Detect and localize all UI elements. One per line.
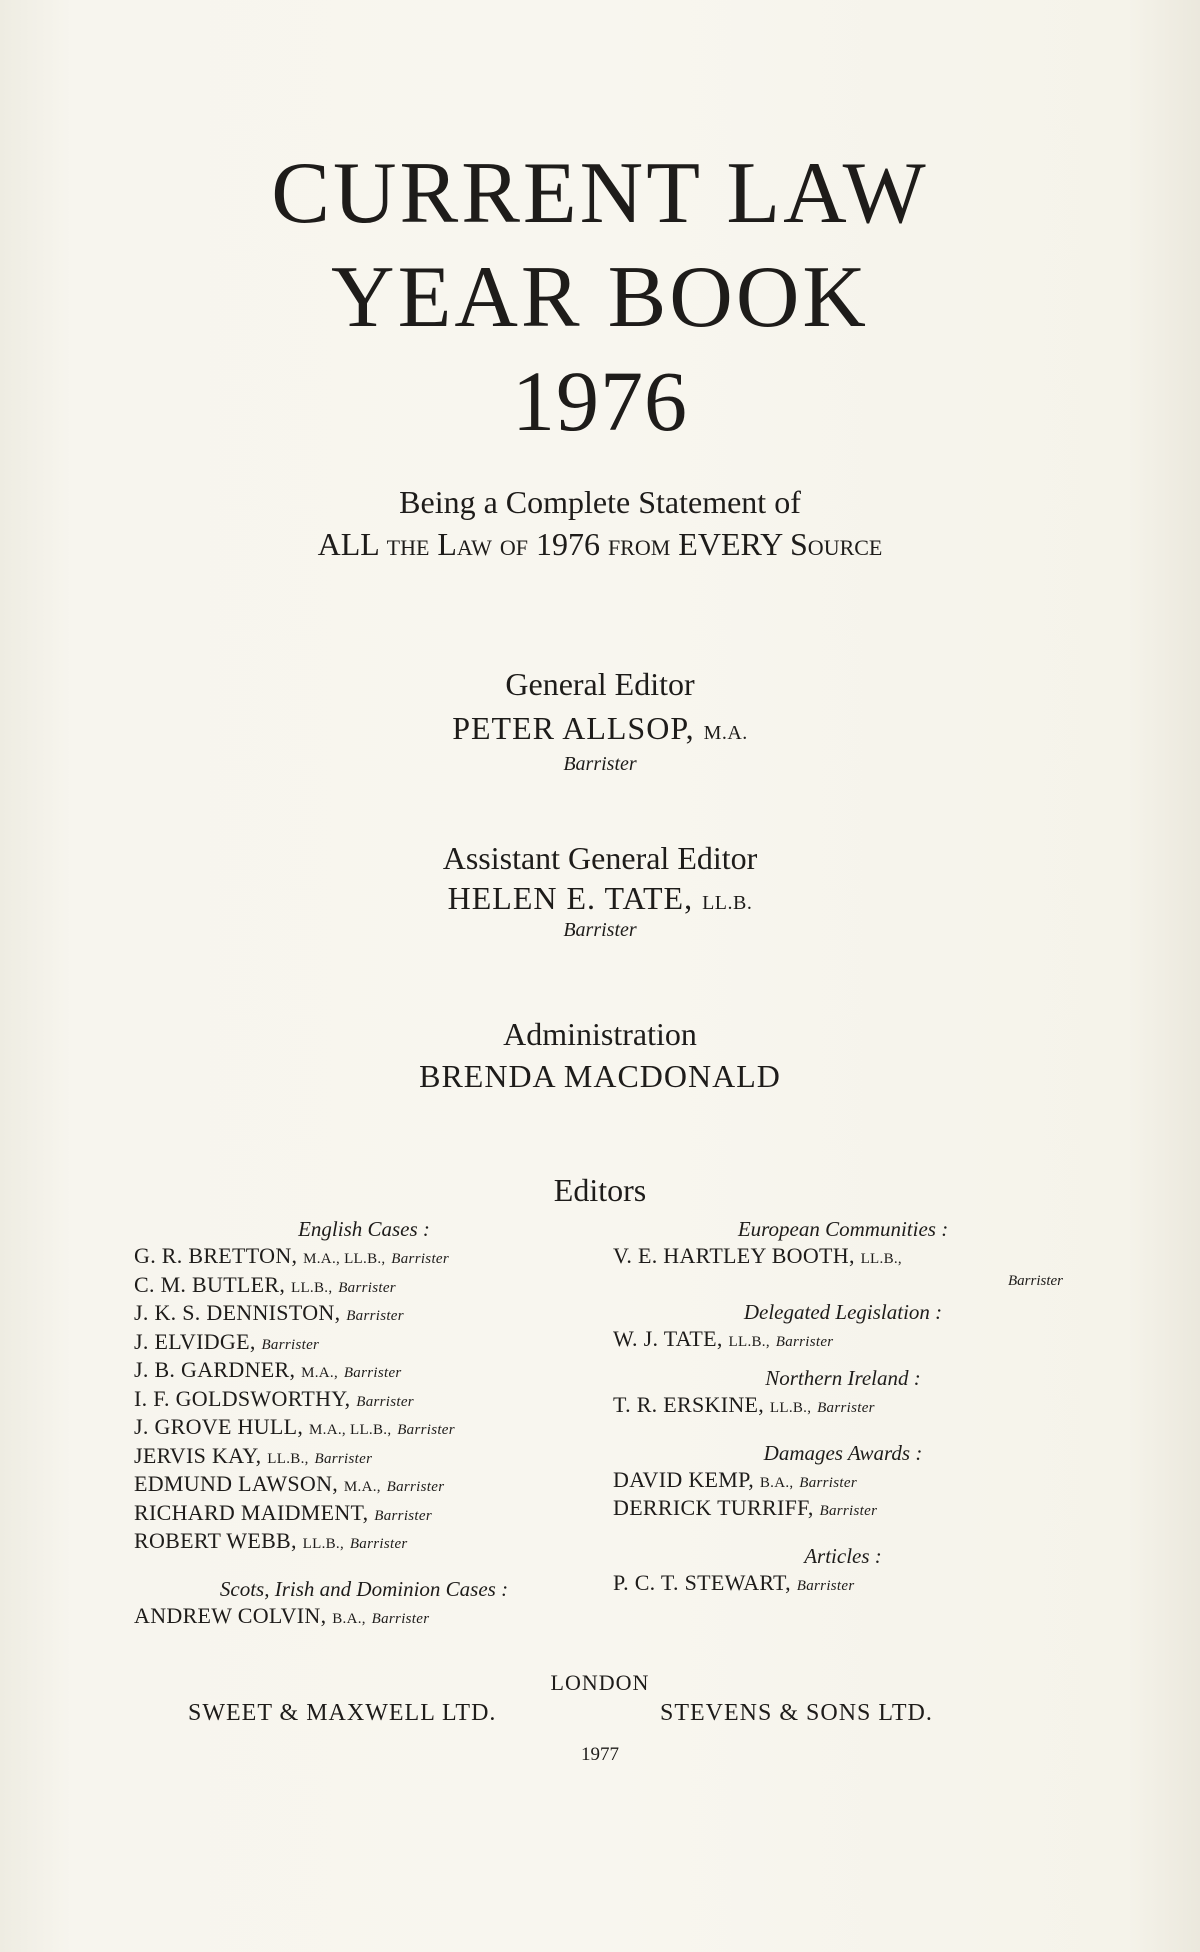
- editor-profession: Barrister: [346, 1308, 404, 1324]
- editor-profession: Barrister: [391, 1251, 450, 1267]
- category-english-cases: English Cases :: [298, 1217, 430, 1241]
- editor-entry: [613, 1466, 1073, 1495]
- editor-entry: [134, 1242, 594, 1271]
- editor-name: J. ELVIDGE,: [134, 1328, 256, 1354]
- general-editor-block: [0, 668, 1200, 774]
- editor-profession: Barrister: [371, 1610, 430, 1627]
- editor-degree: LL.B.,: [728, 1333, 770, 1350]
- editors-right-column: [613, 1216, 1073, 1597]
- editor-entry: [134, 1271, 594, 1300]
- editor-entry: [613, 1494, 1073, 1523]
- editor-name: T. R. ERSKINE,: [613, 1392, 765, 1417]
- editor-name: J. K. S. DENNISTON,: [134, 1300, 341, 1325]
- editor-entry: [134, 1385, 594, 1414]
- subtitle-line-2: [0, 528, 1200, 560]
- editor-name: DERRICK TURRIFF,: [613, 1495, 814, 1520]
- editor-profession: Barrister: [796, 1577, 855, 1594]
- imprint-publisher-1: SWEET & MAXWELL LTD.: [188, 1700, 497, 1726]
- category-scots-irish-dominion: Scots, Irish and Dominion Cases :: [219, 1576, 509, 1601]
- editor-profession: Barrister: [338, 1279, 396, 1296]
- editor-degree: LL.B.,: [267, 1450, 309, 1467]
- editor-entry: [134, 1413, 594, 1442]
- category-articles: Articles :: [804, 1543, 882, 1568]
- subtitle-line-2-text: ALL the Law of 1976 from EVERY Source: [317, 526, 883, 562]
- editor-profession: Barrister: [817, 1400, 875, 1416]
- assistant-editor-role: Assistant General Editor: [442, 840, 758, 876]
- editor-name: W. J. TATE,: [613, 1325, 723, 1351]
- editor-profession: Barrister: [343, 1365, 402, 1381]
- assistant-editor-degree: LL.B.: [702, 892, 753, 914]
- imprint-year: 1977: [581, 1744, 619, 1765]
- assistant-editor-name-line: [0, 882, 1200, 914]
- assistant-editor-name: HELEN E. TATE,: [447, 880, 694, 916]
- editor-degree: LL.B.,: [769, 1400, 812, 1416]
- editor-name: C. M. BUTLER,: [134, 1271, 286, 1297]
- editor-profession: Barrister: [1007, 1272, 1063, 1289]
- editor-entry: [134, 1442, 594, 1471]
- editor-degree: B.A.,: [759, 1474, 794, 1491]
- editor-entry: [134, 1527, 594, 1556]
- editor-name: ROBERT WEBB,: [134, 1528, 297, 1553]
- imprint-city: LONDON: [550, 1670, 650, 1695]
- editor-degree: M.A., LL.B.,: [303, 1251, 386, 1267]
- imprint-publisher-2: STEVENS & SONS LTD.: [660, 1700, 933, 1726]
- title-line-2: YEAR BOOK: [331, 249, 869, 346]
- editor-entry: [134, 1602, 594, 1631]
- editor-name: RICHARD MAIDMENT,: [134, 1499, 369, 1525]
- category-delegated-legislation: Delegated Legislation :: [743, 1299, 943, 1324]
- editor-name: DAVID KEMP,: [613, 1466, 755, 1492]
- editor-degree: M.A.,: [301, 1365, 339, 1381]
- editor-profession: Barrister: [397, 1422, 455, 1438]
- editor-profession: Barrister: [349, 1536, 408, 1552]
- general-editor-name-line: [0, 712, 1200, 744]
- editor-name: ANDREW COLVIN,: [134, 1602, 327, 1628]
- editor-entry: [613, 1325, 1073, 1354]
- editor-entry: [134, 1470, 594, 1499]
- editor-entry: [613, 1242, 1073, 1271]
- category-northern-ireland: Northern Ireland :: [765, 1366, 921, 1390]
- editor-name: V. E. HARTLEY BOOTH,: [613, 1243, 855, 1268]
- editor-profession: Barrister: [775, 1333, 834, 1350]
- general-editor-degree: M.A.: [703, 722, 748, 744]
- editor-degree: LL.B.,: [291, 1279, 333, 1296]
- english-cases-list: [134, 1242, 594, 1556]
- editor-name: P. C. T. STEWART,: [613, 1569, 791, 1595]
- administration-block: [0, 1018, 1200, 1092]
- editor-entry: [613, 1569, 1073, 1598]
- title-line-1: CURRENT LAW: [271, 145, 929, 242]
- editor-name: J. GROVE HULL,: [134, 1414, 304, 1439]
- editor-profession: Barrister: [374, 1507, 432, 1524]
- editor-degree: LL.B.,: [860, 1251, 902, 1267]
- editor-profession: Barrister: [261, 1336, 320, 1353]
- category-european-communities: European Communities :: [737, 1217, 949, 1241]
- editor-degree: B.A.,: [332, 1610, 366, 1627]
- editor-entry: [134, 1499, 594, 1528]
- general-editor-name: PETER ALLSOP,: [452, 710, 695, 746]
- general-editor-profession: Barrister: [563, 753, 637, 775]
- editor-entry: [134, 1299, 594, 1328]
- editor-profession: Barrister: [314, 1450, 373, 1467]
- administration-role: Administration: [503, 1016, 697, 1052]
- editor-name: I. F. GOLDSWORTHY,: [134, 1385, 351, 1411]
- editor-entry: [613, 1391, 1073, 1420]
- editor-profession: Barrister: [819, 1503, 878, 1519]
- assistant-editor-block: [0, 842, 1200, 940]
- editor-degree: LL.B.,: [302, 1536, 345, 1552]
- editor-name: EDMUND LAWSON,: [134, 1471, 339, 1496]
- editors-left-column: [134, 1216, 594, 1630]
- editor-profession: Barrister: [356, 1393, 414, 1410]
- editor-degree: M.A., LL.B.,: [309, 1422, 392, 1438]
- editor-entry: [134, 1356, 594, 1385]
- editor-name: J. B. GARDNER,: [134, 1357, 296, 1382]
- editors-heading: Editors: [553, 1172, 647, 1208]
- general-editor-role: General Editor: [505, 666, 695, 702]
- editor-name: G. R. BRETTON,: [134, 1243, 298, 1268]
- subtitle-line-1: Being a Complete Statement of: [399, 484, 801, 520]
- editor-profession: Barrister: [386, 1479, 445, 1495]
- editor-profession: Barrister: [799, 1474, 857, 1491]
- editor-degree: M.A.,: [343, 1479, 381, 1495]
- category-damages-awards: Damages Awards :: [763, 1440, 923, 1465]
- editor-entry: [134, 1328, 594, 1357]
- administration-name: BRENDA MACDONALD: [419, 1058, 781, 1094]
- title-year: 1976: [512, 353, 688, 449]
- assistant-editor-profession: Barrister: [563, 919, 637, 941]
- editor-name: JERVIS KAY,: [134, 1442, 262, 1468]
